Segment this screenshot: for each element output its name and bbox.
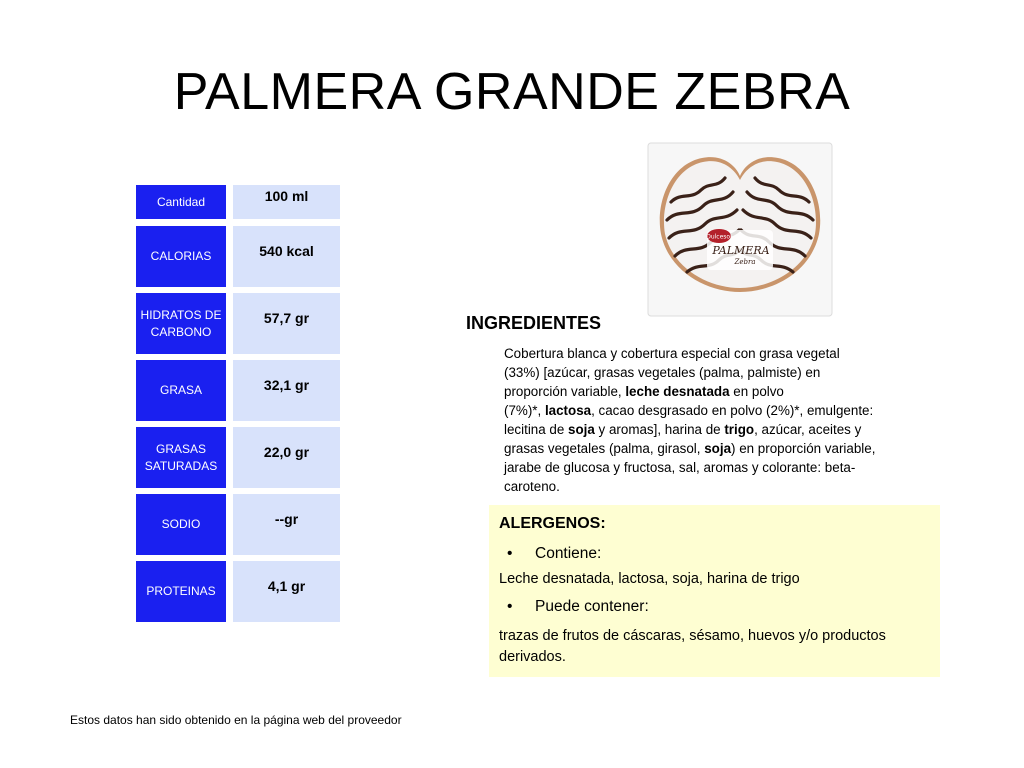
- ingredients-segment: caroteno.: [504, 479, 560, 494]
- ingredients-line: [504, 420, 902, 439]
- nutrition-label: Cantidad: [136, 185, 226, 219]
- allergen-highlight: lactosa: [544, 403, 592, 418]
- nutrition-label: PROTEINAS: [136, 561, 226, 622]
- product-image: [647, 142, 833, 317]
- brand-logo-text: Dulcesol: [706, 233, 732, 241]
- ingredients-segment: (33%) [azúcar, grasas vegetales (palma, palmiste) en: [504, 365, 821, 380]
- ingredients-segment: (7%)*,: [504, 403, 545, 418]
- ingredients-segment: y aromas], harina de: [594, 422, 725, 437]
- ingredients-segment: lecitina de: [504, 422, 569, 437]
- ingredients-segment: proporción variable,: [504, 384, 626, 399]
- ingredients-segment: ) en proporción variable,: [731, 441, 876, 456]
- ingredients-segment: , azúcar, aceites y: [754, 422, 862, 437]
- allergen-highlight: leche desnatada: [625, 384, 730, 399]
- nutrition-value: 4,1 gr: [233, 561, 340, 622]
- nutrition-row-grasas-saturadas: [136, 427, 340, 488]
- nutrition-label: HIDRATOS DE CARBONO: [136, 293, 226, 354]
- ingredients-segment: en polvo: [729, 384, 784, 399]
- nutrition-row-cantidad: [136, 185, 340, 219]
- page-title: PALMERA GRANDE ZEBRA: [173, 63, 851, 121]
- bullet-glyph: •: [507, 598, 513, 615]
- nutrition-value: 57,7 gr: [233, 293, 340, 354]
- ingredients-segment: Cobertura blanca y cobertura especial con grasa vegetal: [504, 346, 840, 361]
- product-variant-text: Zebra: [734, 258, 756, 266]
- product-name-text: PALMERA: [712, 244, 770, 257]
- ingredients-line: [504, 344, 902, 363]
- may-contain-label: Puede contener:: [535, 598, 649, 615]
- palmera-pastry-illustration: [647, 142, 833, 317]
- nutrition-row-hidratos: [136, 293, 340, 354]
- nutrition-value: 22,0 gr: [233, 427, 340, 488]
- ingredients-segment: , cacao desgrasado en polvo (2%)*, emulgente:: [591, 403, 874, 418]
- nutrition-row-grasa: [136, 360, 340, 421]
- allergen-highlight: trigo: [724, 422, 755, 437]
- allergens-box: [489, 505, 940, 677]
- nutrition-row-sodio: [136, 494, 340, 555]
- contains-text: Leche desnatada, lactosa, soja, harina de trigo: [499, 571, 800, 587]
- contains-bullet: [499, 545, 601, 563]
- may-contain-text-line1: trazas de frutos de cáscaras, sésamo, huevos y/o productos: [499, 628, 886, 644]
- nutrition-row-calorias: [136, 226, 340, 287]
- nutrition-label: SODIO: [136, 494, 226, 555]
- ingredients-segment: grasas vegetales (palma, girasol,: [504, 441, 705, 456]
- allergens-title: ALERGENOS:: [499, 515, 606, 532]
- may-contain-text-line2: derivados.: [499, 649, 566, 665]
- nutrition-label: GRASA: [136, 360, 226, 421]
- source-footnote: Estos datos han sido obtenido en la página web del proveedor: [70, 713, 402, 727]
- ingredients-line: [504, 439, 902, 458]
- nutrition-row-proteinas: [136, 561, 340, 622]
- ingredients-line: [504, 401, 902, 420]
- nutrition-value: --gr: [233, 494, 340, 555]
- allergen-highlight: soja: [568, 422, 595, 437]
- nutrition-label: GRASAS SATURADAS: [136, 427, 226, 488]
- ingredients-line: [504, 458, 902, 477]
- ingredients-heading: INGREDIENTES: [466, 313, 602, 333]
- ingredients-text: [504, 344, 902, 496]
- bullet-glyph: •: [507, 545, 513, 562]
- ingredients-line: [504, 363, 902, 382]
- nutrition-label: CALORIAS: [136, 226, 226, 287]
- allergen-highlight: soja: [704, 441, 732, 456]
- nutrition-value: 100 ml: [233, 185, 340, 219]
- ingredients-line: [504, 477, 902, 496]
- ingredients-segment: jarabe de glucosa y fructosa, sal, aromas y colorante: beta-: [504, 460, 856, 475]
- contains-label: Contiene:: [535, 545, 602, 562]
- nutrition-value: 540 kcal: [233, 226, 340, 287]
- ingredients-line: [504, 382, 902, 401]
- nutrition-value: 32,1 gr: [233, 360, 340, 421]
- may-contain-bullet: [499, 598, 649, 616]
